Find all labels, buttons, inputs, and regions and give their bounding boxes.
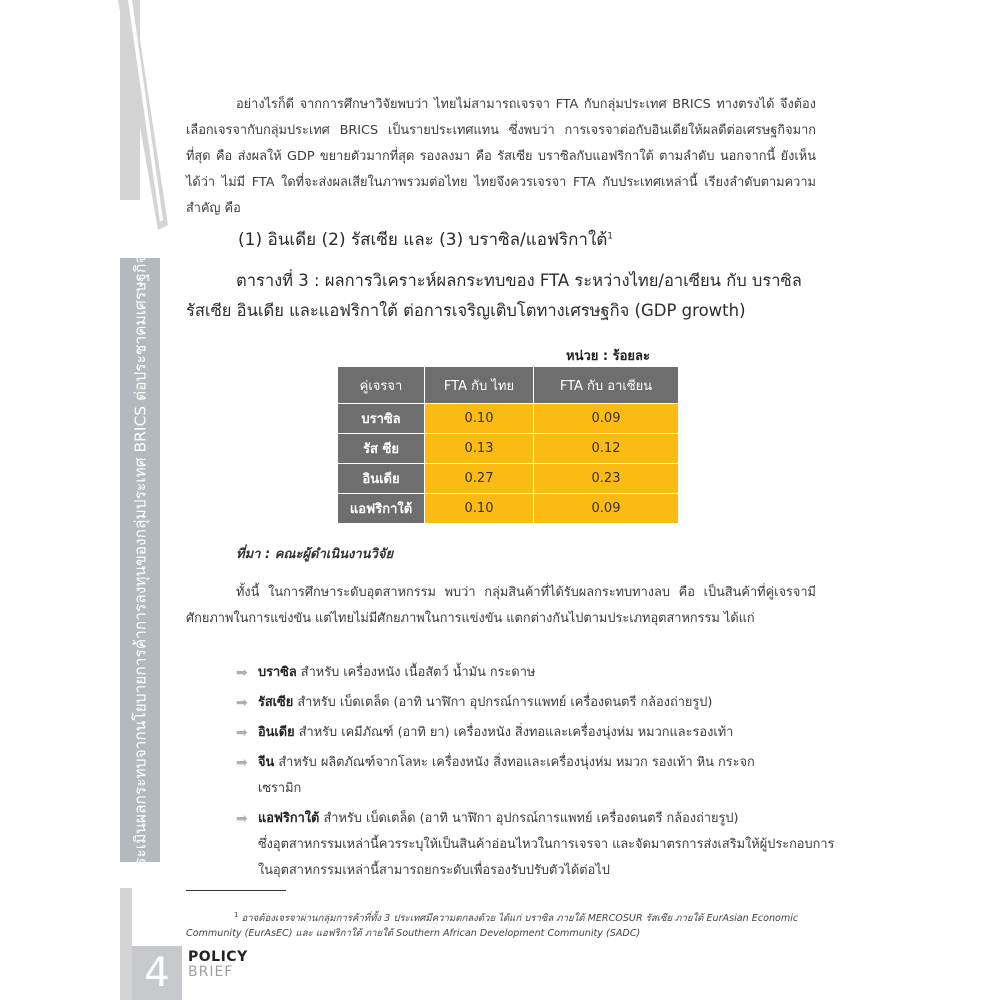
table-cell: 0.27 <box>425 464 534 494</box>
list-item-country: บราซิล <box>258 665 297 680</box>
arrow-right-icon: ➡ <box>236 811 248 827</box>
column-header-fta-asean: FTA กับ อาเซียน <box>534 367 679 404</box>
list-item-text: สำหรับ เบ็ดเตล็ด (อาทิ นาฬิกา อุปกรณ์การแพทย์ เครื่องดนตรี กล้องถ่ายรูป) <box>323 811 739 826</box>
brand-line-2: BRIEF <box>188 964 234 980</box>
gdp-impact-table <box>337 366 679 524</box>
footnote-divider <box>186 890 286 891</box>
list-item <box>236 806 836 884</box>
arrow-right-icon: ➡ <box>236 725 248 741</box>
list-item-continuation: เซรามิก <box>258 781 302 796</box>
list-item-text: สำหรับ ผลิตภัณฑ์จากโลหะ เครื่องหนัง สิ่งทอและเครื่องนุ่งห่ม หมวก รองเท้า หิน กระจก <box>278 755 755 770</box>
industry-paragraph: ทั้งนี้ ในการศึกษาระดับอุตสาหกรรม พบว่า กลุ่มสินค้าที่ได้รับผลกระทบทางลบ คือ เป็นสินค้าที่คู่เจรจามีศักยภาพในการแข่งขัน แต่ไทยไม่มีศักยภาพในการแข่งขัน แตกต่างกันไปตามประเภทอุตสาหกรรม ได้แก่ <box>186 585 816 626</box>
footnote-text: อาจต้องเจรจาผ่านกลุ่มการค้าที่ทั้ง 3 ประเทศมีความตกลงด้วย ได้แก่ บราซิล ภายใต้ MERCOSUR รัสเซีย ภายใต้ EurAsian Economic Community (EurAsEC) และ แอฟริกาใต้ ภายใต้ Southern African Development Community (SADC) <box>186 913 799 940</box>
table-cell: 0.12 <box>534 434 679 464</box>
table-cell: 0.09 <box>534 404 679 434</box>
table-row <box>338 404 679 434</box>
ranking-footnote-ref[interactable]: 1 <box>607 231 614 242</box>
arrow-right-icon: ➡ <box>236 755 248 771</box>
row-label: รัส ซีย <box>338 434 425 464</box>
table-row <box>338 464 679 494</box>
arrow-right-icon: ➡ <box>236 665 248 681</box>
arrow-right-icon: ➡ <box>236 695 248 711</box>
ranking-line <box>238 226 613 253</box>
sidebar-diagonal-decoration <box>0 0 170 230</box>
list-item-country: อินเดีย <box>258 725 295 740</box>
table-cell: 0.10 <box>425 404 534 434</box>
list-item-text: สำหรับ เคมีภัณฑ์ (อาทิ ยา) เครื่องหนัง สิ่งทอและเครื่องนุ่งห่ม หมวกและรองเท้า <box>298 725 734 740</box>
table-source: ที่มา : คณะผู้ดำเนินงานวิจัย <box>236 547 394 562</box>
ranking-text: (1) อินเดีย (2) รัสเซีย และ (3) บราซิล/แอฟริกาใต้ <box>238 230 608 250</box>
brand-line-1: POLICY <box>188 949 248 965</box>
column-header-partner: คู่เจรจา <box>338 367 425 404</box>
table-title: ตารางที่ 3 : ผลการวิเคราะห์ผลกระทบของ FTA ระหว่างไทย/อาเซียน กับ บราซิล รัสเซีย อินเดีย และแอฟริกาใต้ ต่อการเจริญเติบโตทางเศรษฐกิจ (GDP growth) <box>186 271 802 320</box>
list-item <box>236 660 836 686</box>
list-item <box>236 750 836 802</box>
row-label: แอฟริกาใต้ <box>338 494 425 524</box>
table-row <box>338 434 679 464</box>
table-row <box>338 494 679 524</box>
sidebar-banner-text: ◆ การประเมินผลกระทบจากนโยบายการค้าการลงทุนของกลุ่มประเทศ BRICS ต่อประชาคมเศรษฐกิจอาเซียน <box>131 201 150 919</box>
list-item-text: สำหรับ เครื่องหนัง เนื้อสัตว์ น้ำมัน กระดาษ <box>300 665 536 680</box>
column-header-fta-thailand: FTA กับ ไทย <box>425 367 534 404</box>
table-cell: 0.23 <box>534 464 679 494</box>
list-item <box>236 720 836 746</box>
list-item-continuation: ซึ่งอุตสาหกรรมเหล่านี้ควรระบุให้เป็นสินค้าอ่อนไหวในการเจรจา และจัดมาตรการส่งเสริมให้ผู้ประกอบการในอุตสาหกรรมเหล่านี้สามารถยกระดับเพื่อรองรับปรับตัวได้ต่อไป <box>258 837 835 878</box>
table-unit: หน่วย : ร้อยละ <box>566 349 650 364</box>
list-item <box>236 690 836 716</box>
row-label: อินเดีย <box>338 464 425 494</box>
row-label: บราซิล <box>338 404 425 434</box>
brand-logo <box>188 950 248 979</box>
table-cell: 0.09 <box>534 494 679 524</box>
list-item-text: สำหรับ เบ็ดเตล็ด (อาทิ นาฬิกา อุปกรณ์การแพทย์ เครื่องดนตรี กล้องถ่ายรูป) <box>297 695 713 710</box>
page-number: 4 <box>132 946 182 1000</box>
list-item-country: แอฟริกาใต้ <box>258 811 320 826</box>
table-cell: 0.13 <box>425 434 534 464</box>
intro-paragraph: อย่างไรก็ดี จากการศึกษาวิจัยพบว่า ไทยไม่สามารถเจรจา FTA กับกลุ่มประเทศ BRICS ทางตรงได้ จึงต้องเลือกเจรจากับกลุ่มประเทศ BRICS เป็นรายประเทศแทน ซึ่งพบว่า การเจรจาต่อกับอินเดียให้ผลดีต่อเศรษฐกิจมากที่สุด คือ ส่งผลให้ GDP ขยายตัวมากที่สุด รองลงมา คือ รัสเซีย บราซิลกับแอฟริกาใต้ ตามลำดับ นอกจากนี้ ยังเห็นได้ว่า ไม่มี FTA ใดที่จะส่งผลเสียในภาพรวมต่อไทย ไทยจึงควรเจรจา FTA กับประเทศเหล่านี้ เรียงลำดับตามความสำคัญ คือ <box>186 97 816 216</box>
table-cell: 0.10 <box>425 494 534 524</box>
list-item-country: รัสเซีย <box>258 695 294 710</box>
sidebar-bottom-bar <box>120 888 132 1000</box>
list-item-country: จีน <box>258 755 275 770</box>
footnote-number: 1 <box>234 911 239 919</box>
table-header-row <box>338 367 679 404</box>
industry-list <box>236 660 836 888</box>
footnote <box>186 908 826 941</box>
